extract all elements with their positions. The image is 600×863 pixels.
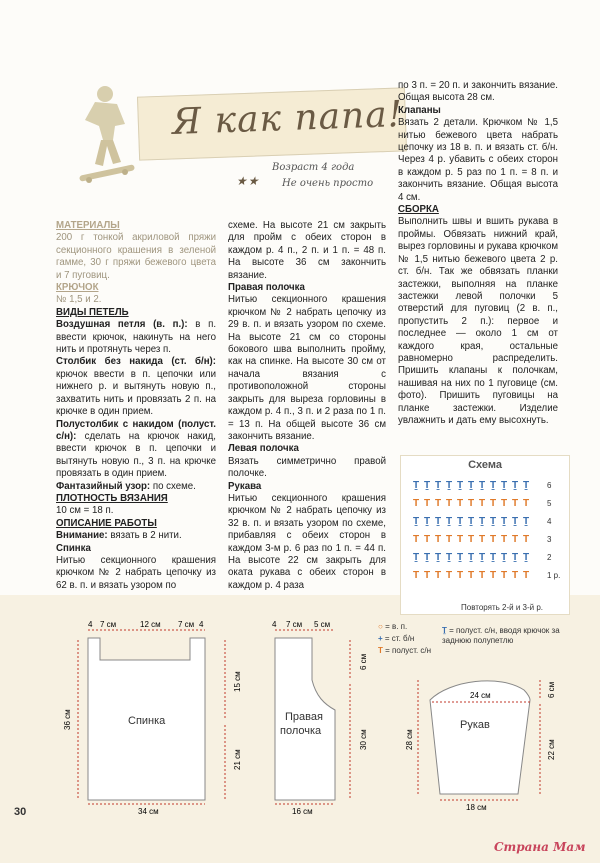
back-dim-shoulder-left: 7 см [100, 620, 117, 629]
legend-sc-text: = ст. б/н [384, 634, 415, 643]
scheme-stitch: Ṯ [424, 552, 431, 563]
scheme-row-label: 1 р. [547, 571, 561, 580]
scheme-grid [401, 456, 571, 616]
sleeves-continued-text: по 3 п. = 20 п. и закончить вязание. Общая высота 28 см. [398, 80, 558, 104]
scheme-stitch: Ṯ [523, 516, 530, 527]
density-heading: ПЛОТНОСТЬ ВЯЗАНИЯ [56, 492, 168, 504]
difficulty-label: Не очень просто [282, 178, 374, 189]
scheme-stitch: Ṯ [479, 480, 486, 491]
materials-heading: МАТЕРИАЛЫ [56, 220, 120, 231]
sc-term: Столбик без накида (ст. б/н): [56, 356, 216, 368]
scheme-row-label: 3 [547, 535, 552, 544]
legend-hdc-text: = полуст. с/н [385, 646, 432, 655]
sleeve-lower: 22 см [547, 739, 556, 760]
scheme-stitch: Ṯ [446, 480, 453, 491]
sleeves-heading: Рукава [228, 480, 262, 492]
scheme-stitch: T [435, 498, 442, 509]
page-number: 30 [14, 806, 27, 818]
pattern-diagrams [0, 600, 600, 820]
sleeve-top: 24 см [470, 691, 491, 700]
back-label: Спинка [128, 715, 166, 727]
materials-text: 200 г тонкой акриловой пряжи секционного крашения в зеленой гамме, 30 г пряжи бежевого цвета и 7 пуговиц. [56, 232, 216, 281]
scheme-stitch: T [468, 498, 475, 509]
legend-vp-text: = в. п. [385, 622, 408, 631]
text-column-1 [56, 220, 216, 592]
scheme-stitch: Ṯ [512, 480, 519, 491]
scheme-stitch: T [512, 570, 519, 581]
scheme-stitch: Ṯ [435, 552, 442, 563]
scheme-stitch: Ṯ [479, 552, 486, 563]
scheme-stitch: T [457, 498, 464, 509]
scheme-stitch: T [457, 534, 464, 545]
scheme-stitch: Ṯ [457, 480, 464, 491]
scheme-stitch: T [424, 570, 431, 581]
scheme-stitch: Ṯ [523, 552, 530, 563]
stitch-scheme [400, 455, 570, 615]
scheme-stitch: Ṯ [479, 516, 486, 527]
scheme-stitch: T [490, 534, 497, 545]
sc-text: крючок ввести в п. цепочки или нижнего р. и вытянуть новую п., захватить нить и провязать 2 п. на крючке в один прием. [56, 368, 216, 418]
scheme-stitch: T [523, 498, 530, 509]
front-label-2: полочка [280, 725, 322, 737]
scheme-stitch: Ṯ [468, 516, 475, 527]
fancy-text: по схеме. [150, 480, 196, 492]
watermark-logo: Страна Мам [494, 840, 586, 854]
back-text: Нитью секционного крашения крючком № 2 набрать цепочку из 62 в. п. и вязать узором по [56, 554, 216, 591]
scheme-title: Схема [468, 459, 502, 471]
scheme-row-label: 2 [547, 553, 552, 562]
scheme-stitch: T [435, 534, 442, 545]
hook-heading: КРЮЧОК [56, 282, 99, 294]
legend-hdc-back-text: = полуст. с/н, вводя крючок за заднюю полупетлю [442, 626, 560, 645]
flaps-heading: Клапаны [398, 104, 441, 116]
scheme-stitch: Ṯ [501, 516, 508, 527]
hdc-term: Полустолбик с накидом (полуст. с/н): [56, 418, 216, 442]
front-bottom: 16 см [292, 807, 313, 816]
scheme-stitch: Ṯ [490, 552, 497, 563]
back-dim-shoulder-right: 7 см [178, 620, 195, 629]
scheme-stitch: T [479, 570, 486, 581]
back-upper: 15 см [233, 671, 242, 692]
skateboard-boy-icon [55, 80, 145, 190]
chain-term: Воздушная петля (в. п.): [56, 319, 188, 331]
description-heading: ОПИСАНИЕ РАБОТЫ [56, 517, 157, 529]
scheme-stitch: T [413, 498, 420, 509]
scheme-stitch: T [501, 498, 508, 509]
scheme-stitch: Ṯ [468, 480, 475, 491]
hdc-desc [56, 419, 216, 481]
scheme-stitch: T [446, 498, 453, 509]
scheme-stitch: T [468, 534, 475, 545]
scheme-stitch: T [479, 498, 486, 509]
difficulty-stars-icon: ★★ [236, 174, 260, 188]
sleeves-text: Нитью секционного крашения крючком № 2 набрать цепочку из 32 в. п. и вязать узором по схеме, прибавляя с обеих сторон в каждом 3-м р. 6 раз по 1 п. = 44 п. На высоте 22 см закрыть для оката рукава с обеих сторон в каждом р. 4 раза [228, 492, 386, 591]
scheme-stitch: T [512, 534, 519, 545]
attention-text: вязать в 2 нити. [107, 530, 182, 542]
chain-text: в п. ввести крючок, накинуть на него нить и протянуть через п. [56, 319, 217, 356]
scheme-stitch: T [413, 534, 420, 545]
sleeve-cap: 6 см [547, 681, 556, 698]
flaps-text: Вязать 2 детали. Крючком № 1,5 нитью бежевого цвета набрать цепочку из 18 в. п. и вязать ст. б/н. Через 4 р. убавить с обеих сторон в каждом р. 5 раз по 1 п. = 8 п. и закончить вязание. Общая высота 4 см. [398, 117, 558, 203]
front-diagram [272, 620, 368, 816]
scheme-stitch: Ṯ [512, 516, 519, 527]
scheme-stitch: Ṯ [446, 552, 453, 563]
scheme-stitch: T [446, 570, 453, 581]
sleeve-height: 28 см [405, 729, 414, 750]
chain-symbol-icon: ○ [378, 622, 383, 631]
scheme-row-label: 4 [547, 517, 552, 526]
back-bottom: 34 см [138, 807, 159, 816]
back-dim-neck: 12 см [140, 620, 161, 629]
scheme-stitch: T [457, 570, 464, 581]
scheme-stitch: T [490, 498, 497, 509]
scheme-stitch: Ṯ [512, 552, 519, 563]
sleeve-label: Рукав [460, 719, 490, 731]
sc-symbol-icon: + [378, 634, 383, 643]
page-title: Я как папа! [171, 93, 404, 144]
scheme-stitch: Ṯ [457, 516, 464, 527]
back-height: 36 см [63, 709, 72, 730]
hdc-back-symbol-icon: Ṯ [442, 626, 447, 635]
fancy-desc [56, 481, 216, 493]
scheme-stitch: Ṯ [490, 516, 497, 527]
loops-heading: ВИДЫ ПЕТЕЛЬ [56, 306, 129, 318]
attention-term: Внимание: [56, 530, 108, 542]
left-front-heading: Левая полочка [228, 443, 299, 455]
front-neck-height: 6 см [359, 653, 368, 670]
sleeve-diagram [405, 680, 556, 812]
scheme-stitch: T [479, 534, 486, 545]
right-front-text: Нитью секционного крашения крючком № 2 набрать цепочку из 29 в. п. и вязать узором по схеме. На высоте 21 см со стороны бокового шва выполнить пройму, как на спинке. На высоте 30 см от начала вязания с противоположной стороны закрыть для выреза горловины в каждом р. 4 п., 3 п. и 2 раза по 1 п. = 13 п. На общей высоте 36 см закончить вязание. [228, 294, 386, 442]
back-dim-left: 4 [88, 620, 93, 629]
hdc-text: сделать на крючок накид, ввести крючок в п. цепочки и вытянуть новую п., 3 п. на крючке провязать в один прием. [56, 430, 216, 480]
scheme-stitch: Ṯ [457, 552, 464, 563]
front-dim-shoulder: 7 см [286, 620, 303, 629]
back-dim-right: 4 [199, 620, 204, 629]
sleeve-bottom: 18 см [466, 803, 487, 812]
scheme-stitch: T [446, 534, 453, 545]
scheme-stitch: T [501, 534, 508, 545]
scheme-stitch: T [435, 570, 442, 581]
scheme-stitch: Ṯ [446, 516, 453, 527]
age-label: Возраст 4 года [272, 162, 355, 173]
assembly-text: Выполнить швы и вшить рукава в проймы. Обвязать нижний край, вырез горловины и рукава крючком № 1,5 нитью бежевого цвета 2 р. ст. б/н. Так же обвязать планки застежки, выполняя на планке застежки левой полочки 5 отверстий для пуговиц (2 в. п., пропустить 2 п.): первое и последнее — около 1 см от каждого края, остальные равномерно распределить. Пришить клапаны к полочкам, нашивая на них по 1 пуговице (см. фото). Пришить пуговицы на планке застежки. Изделие увлажнить и дать ему высохнуть. [398, 216, 558, 426]
scheme-stitch: Ṯ [424, 516, 431, 527]
front-dim-edge: 4 [272, 620, 277, 629]
attention-note [56, 530, 216, 542]
scheme-stitch: T [468, 570, 475, 581]
text-column-3 [398, 80, 558, 427]
back-diagram [63, 620, 242, 816]
chain-desc [56, 319, 216, 356]
scheme-stitch: Ṯ [424, 480, 431, 491]
text-column-2 [228, 220, 386, 592]
scheme-stitch: T [512, 498, 519, 509]
scheme-stitch: T [490, 570, 497, 581]
back-continued-text: схеме. На высоте 21 см закрыть для пройм с обеих сторон в каждом р. 4 п., 2 п. и 1 п. = 48 п. На высоте 36 см закончить вязание. [228, 220, 386, 281]
back-lower: 21 см [233, 749, 242, 770]
scheme-stitch: Ṯ [435, 480, 442, 491]
scheme-stitch: Ṯ [435, 516, 442, 527]
scheme-stitch: Ṯ [523, 480, 530, 491]
scheme-stitch: Ṯ [413, 480, 420, 491]
hdc-symbol-icon: T [378, 646, 383, 655]
scheme-stitch: Ṯ [501, 552, 508, 563]
sc-desc [56, 356, 216, 418]
scheme-repeat-label: Повторять 2-й и 3-й р. [461, 603, 544, 612]
scheme-row-label: 6 [547, 481, 552, 490]
back-heading: Спинка [56, 542, 91, 554]
density-text: 10 см = 18 п. [56, 505, 114, 517]
front-dim-neck: 5 см [314, 620, 331, 629]
scheme-stitch: T [413, 570, 420, 581]
right-front-heading: Правая полочка [228, 282, 305, 294]
fancy-term: Фантазийный узор: [56, 480, 151, 492]
assembly-heading: СБОРКА [398, 204, 439, 216]
scheme-stitch: T [501, 570, 508, 581]
scheme-stitch: T [424, 534, 431, 545]
scheme-stitch: Ṯ [468, 552, 475, 563]
scheme-stitch: T [424, 498, 431, 509]
meta-info [236, 160, 384, 196]
hook-text: № 1,5 и 2. [56, 294, 102, 306]
scheme-row-label: 5 [547, 499, 552, 508]
scheme-stitch: Ṯ [413, 552, 420, 563]
front-height: 30 см [359, 729, 368, 750]
scheme-stitch: T [523, 534, 530, 545]
left-front-text: Вязать симметрично правой полочке. [228, 455, 386, 480]
scheme-stitch: Ṯ [413, 516, 420, 527]
scheme-stitch: T [523, 570, 530, 581]
scheme-stitch: Ṯ [501, 480, 508, 491]
front-label-1: Правая [285, 711, 323, 723]
scheme-stitch: Ṯ [490, 480, 497, 491]
